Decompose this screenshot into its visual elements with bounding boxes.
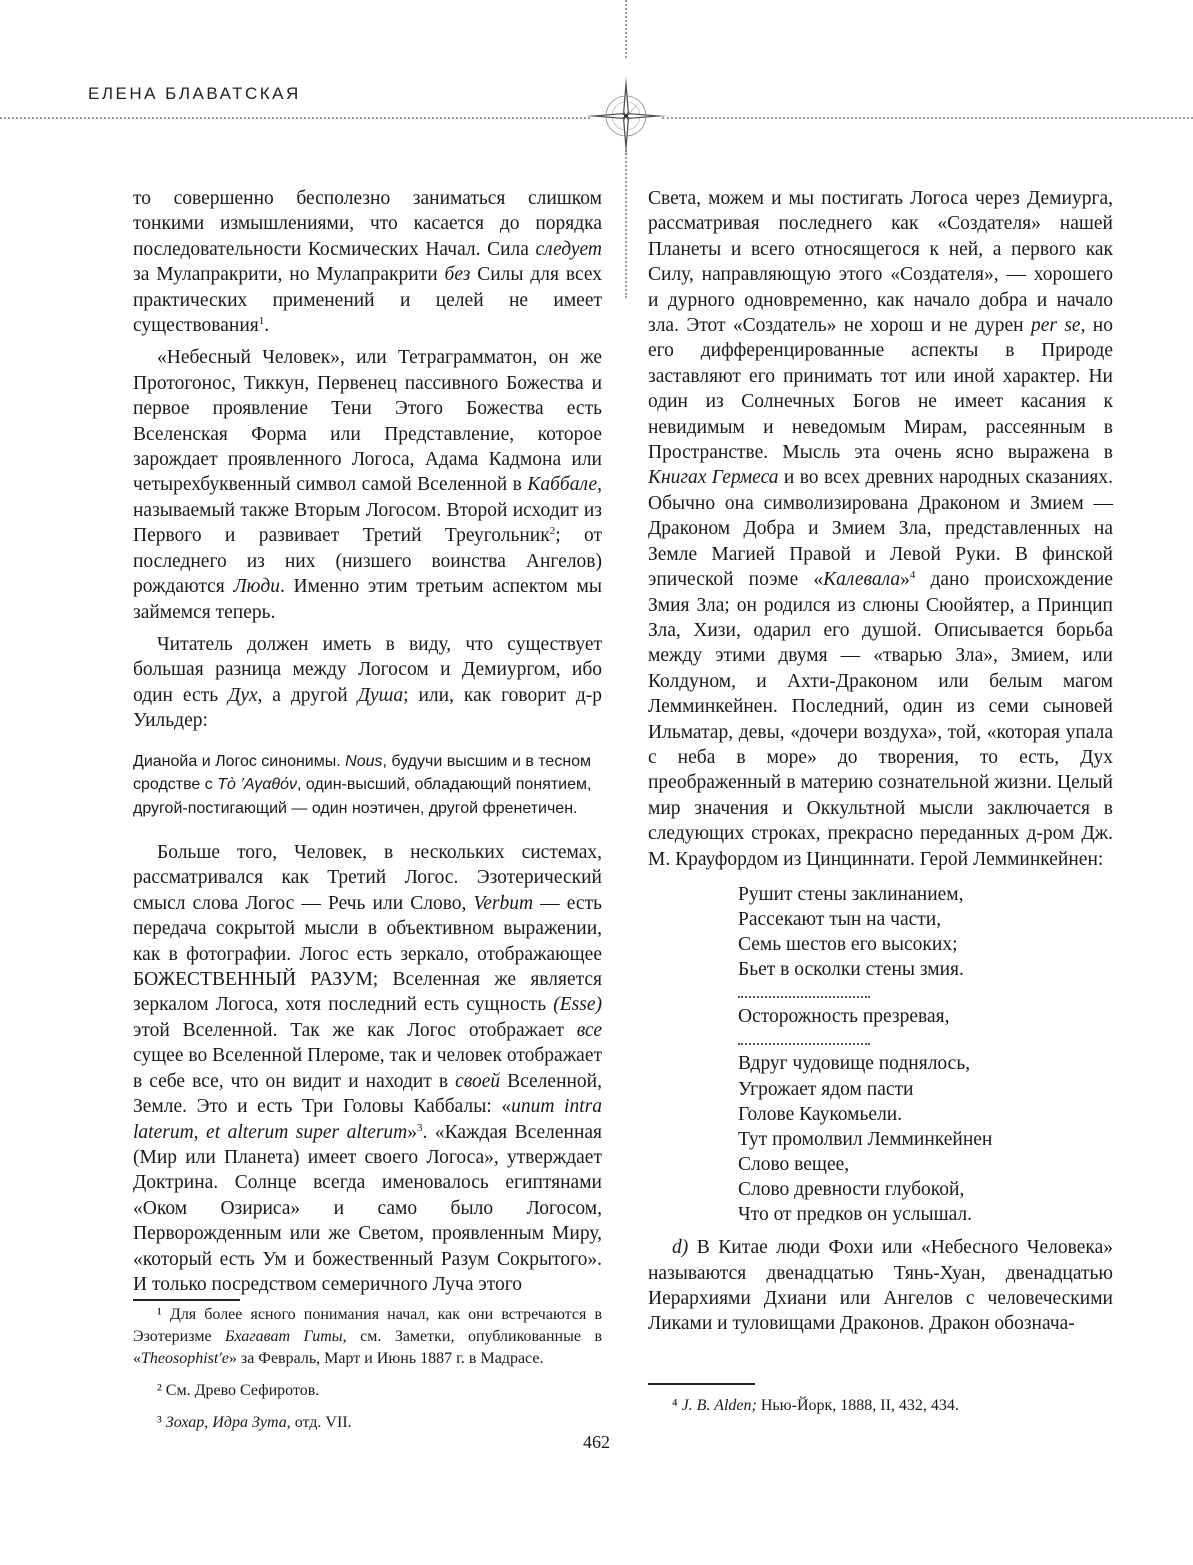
poem-line: Вдруг чудовище поднялось, — [738, 1053, 971, 1075]
footnote-ref-3[interactable]: 3 — [417, 1121, 423, 1134]
footnote-1: ¹ Для более ясного понимания начал, как они встречаются в Эзотеризме Бхагават Гиты, см. Заметки, опубликованные в «Theosophist'е» за Февраль, Март и Июнь 1887 г. в Мадрасе. — [133, 1306, 602, 1367]
poem-line: Рассекают тын на части, — [738, 909, 942, 931]
poem-line: Слово вещее, — [738, 1153, 850, 1175]
page-number: 462 — [583, 1432, 610, 1452]
column-dotted-divider — [625, 150, 627, 298]
poem-line: Семь шестов его высоких; — [738, 934, 958, 956]
poem-line: Осторожность презревая, — [738, 1006, 950, 1028]
footnote-rule-right — [648, 1383, 755, 1385]
poem-line: Голове Каукомьели. — [738, 1103, 903, 1125]
poem-ellipsis-line — [738, 982, 870, 998]
paragraph-5: Света, можем и мы постигать Логоса через Демиурга, рассматривая последнего как «Создателя» нашей Планеты и всего относящегося к ней, а первого как Силу, направляющую этого «Создателя», — хорошего и дурного одновременно, как начало добра и начало зла. Этот «Создатель» не хорош и не дурен per se, но его дифференцированные аспекты в Природе заставляют его принимать тот или иной характер. Ни один из Солнечных Богов не имеет касания к невидимым и неведомым Мирам, рассеянным в Пространстве. Мысль эта очень ясно выражена в Книгах Гермеса и во всех древних народных сказаниях. Обычно она символизирована Драконом и Змием — Драконом Добра и Змием Зла, представленных на Земле Магией Правой и Левой Руки. В финской эпической поэме «Калевала»$^4$ дано происхождение Змия Зла; он родился из слюны Сюойятер, а Принцип Зла, Хизи, одарил его душой. Описывается борьба между этими двумя — «тварью Зла», Змием, или Колдуном, и Ахти-Драконом или белым магом Лемминкейнен. Последний, один из семи сыновей Ильматар, девы, «дочери воздуха», той, «которая упала с неба в море» до творения, то есть, Дух преображенный в материю сознательной жизни. Целый мир значения и Оккультной мысли заключается в следующих строках, прекрасно переданных д-ром Дж. М. Крауфордом из Цинциннати. Герой Лемминкейнен: — [648, 188, 1113, 870]
poem-line: Тут промолвил Лемминкейнен — [738, 1128, 993, 1150]
footnotes-right — [648, 1395, 1113, 1427]
paragraph-3: Читатель должен иметь в виду, что существует большая разница между Логосом и Демиургом, ибо один есть Дух, а другой Душа; или, как говорит д-р Уильдер: — [133, 633, 602, 732]
footnote-3: ³ Зохар, Идра Зута, отд. VII. — [157, 1414, 352, 1431]
left-column — [133, 186, 602, 1297]
footnotes-left — [133, 1304, 602, 1444]
paragraph-2: «Небесный Человек», или Тетраграмматон, он же Протогонос, Тиккун, Первенец пассивного Божества и первое проявление Тени Этого Божества есть Вселенская Форма или Представление, которое зарождает проявленного Логоса, Адама Кадмона или четырехбуквенный символ самой Вселенной в Каббале, называемый также Вторым Логосом. Второй исходит из Первого и развивает Третий Треугольник$^2$; от последнего из них (низшего воинства Ангелов) рождаются Люди. Именно этим третьим аспектом мы займемся теперь. — [133, 347, 602, 623]
poem-ellipsis-line — [738, 1029, 870, 1045]
header-dotted-rule-left — [0, 117, 590, 119]
paragraph-6: d) В Китае люди Фохи или «Небесного Человека» называются двенадцатью Тянь-Хуан, двенадцатью Иерархиями Дхиани или Ангелов с человеческими Ликами и туловищами Драконов. Дракон обознача- — [648, 1237, 1113, 1335]
right-column — [648, 186, 1113, 1337]
paragraph-1: то совершенно бесполезно заниматься слишком тонкими измышлениями, что касается до порядка последовательности Космических Начал. Сила следует за Мулапракрити, но Мулапракрити без Силы для всех практических применений и целей не имеет существования$^1$. — [133, 188, 602, 337]
paragraph-4: Больше того, Человек, в нескольких системах, рассматривался как Третий Логос. Эзотерический смысл слова Логос — Речь или Слово, Verbum — есть передача сокрытой мысли в объективном выражении, как в фотографии. Логос есть зеркало, отображающее БОЖЕСТВЕННЫЙ РАЗУМ; Вселенная же является зеркалом Логоса, хотя последний есть сущность (Esse) этой Вселенной. Так же как Логос отображает все сущее во Вселенной Плероме, так и человек отображает в себе все, что он видит и находит в своей Вселенной, Земле. Это и есть Три Головы Каббалы: «unum intra laterum, et alterum super alterum»$^3$. «Каждая Вселенная (Мир или Планета) имеет своего Логоса», утверждает Доктрина. Солнце всегда именовалось египтянами «Оком Озириса» и само было Логосом, Перворожденным или же Светом, проявленным Миру, «который есть Ум и божественный Разум Сокрытого». И только посредством семеричного Луча этого — [133, 842, 602, 1295]
poem-line: Бьет в осколки стены змия. — [738, 959, 964, 981]
footnote-ref-2[interactable]: 2 — [549, 525, 556, 538]
poem-line: Что от предков он услышал. — [738, 1204, 973, 1225]
header-dotted-rule-right — [662, 117, 1193, 119]
poem-line: Слово древности глубокой, — [738, 1178, 965, 1200]
footnote-ref-1[interactable]: 1 — [258, 315, 265, 328]
running-header: ЕЛЕНА БЛАВАТСКАЯ — [88, 84, 301, 103]
footnote-2: ² См. Древо Сефиротов. — [157, 1382, 320, 1399]
footnote-rule-left — [133, 1299, 240, 1301]
footnote-ref-4[interactable]: 4 — [909, 569, 916, 582]
poem-verse — [738, 882, 1113, 1227]
top-dotted-divider — [625, 0, 627, 58]
footnote-4: ⁴ J. B. Alden; Нью-Йорк, 1888, II, 432, 434. — [672, 1397, 959, 1414]
block-quote: Дианойа и Логос синонимы. Nous, будучи высшим и в тесном сродстве с Τὸ ’Αγαθόν, один-высший, обладающий понятием, другой-постигающий — один ноэтичен, другой френетичен. — [133, 752, 592, 817]
poem-line: Угрожает ядом пасти — [738, 1078, 914, 1100]
poem-line: Рушит стены заклинанием, — [738, 883, 964, 905]
compass-rose-icon — [584, 74, 668, 158]
